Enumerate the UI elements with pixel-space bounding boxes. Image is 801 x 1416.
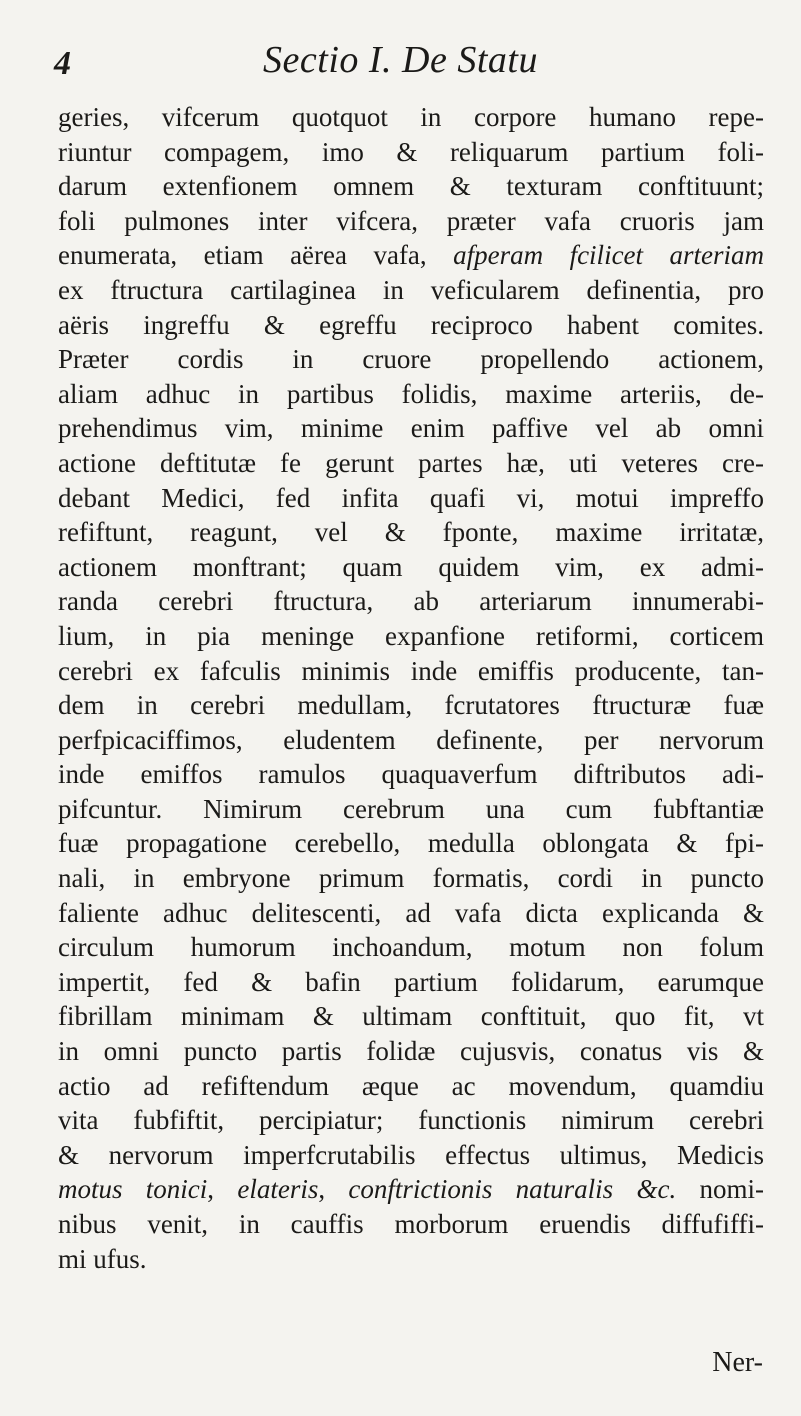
text-segment: darum extenfionem omnem & texturam conftituunt; — [58, 171, 764, 202]
text-segment: fuæ propagatione cerebello, medulla oblongata & fpi- — [58, 828, 764, 859]
text-segment: riuntur compagem, imo & reliquarum partium foli- — [58, 136, 764, 167]
text-line — [58, 1172, 764, 1207]
text-segment: foli pulmones inter vifcera, præter vafa cruoris jam — [58, 205, 764, 236]
text-segment: , — [318, 1174, 349, 1205]
body-text — [58, 100, 764, 1276]
text-segment: prehendimus vim, minime enim paffive vel ab omni — [58, 413, 764, 444]
running-head: Sectio I. De Statu — [263, 39, 538, 81]
text-line — [58, 273, 764, 308]
italic-text: afperam fcilicet arteriam — [453, 240, 764, 271]
text-line — [58, 1069, 764, 1104]
text-segment: actionem monftrant; quam quidem vim, ex admi- — [58, 551, 764, 582]
text-line — [58, 792, 764, 827]
italic-text: conftrictionis naturalis &c. — [348, 1174, 677, 1205]
text-segment: inde emiffos ramulos quaquaverfum diftributos adi- — [58, 759, 764, 790]
text-segment: perfpicaciffimos, eludentem definente, per nervorum — [58, 724, 764, 755]
text-segment: impertit, fed & bafin partium folidarum, earumque — [58, 966, 764, 997]
text-line — [58, 723, 764, 758]
text-segment: actione deftitutæ fe gerunt partes hæ, uti veteres cre- — [58, 447, 764, 478]
text-line — [58, 411, 764, 446]
text-segment: lium, in pia meninge expanfione retiformi, corticem — [58, 620, 764, 651]
text-line — [58, 1103, 764, 1138]
text-segment: circulum humorum inchoandum, motum non folum — [58, 932, 764, 963]
text-segment: geries, vifcerum quotquot in corpore humano repe- — [58, 102, 764, 132]
text-line — [58, 481, 764, 516]
text-line — [58, 446, 764, 481]
text-line — [58, 238, 764, 273]
catchword: Ner- — [712, 1347, 763, 1378]
text-segment: aëris ingreffu & egreffu reciproco habent comites. — [58, 309, 764, 340]
text-line — [58, 654, 764, 689]
text-line — [58, 861, 764, 896]
text-segment: aliam adhuc in partibus folidis, maxime arteriis, de- — [58, 378, 764, 409]
page-number: 4 — [54, 45, 71, 82]
text-segment: vita fubfiftit, percipiatur; functionis nimirum cerebri — [58, 1105, 764, 1136]
text-segment: in omni puncto partis folidæ cujusvis, conatus vis & — [58, 1036, 764, 1067]
text-line — [58, 757, 764, 792]
page-header — [0, 38, 801, 88]
text-segment: nali, in embryone primum formatis, cordi in puncto — [58, 863, 764, 894]
text-line — [58, 619, 764, 654]
text-segment: & nervorum imperfcrutabilis effectus ultimus, Medicis — [58, 1139, 764, 1170]
italic-text: elateris — [237, 1174, 319, 1205]
text-segment: randa cerebri ftructura, ab arteriarum innumerabi- — [58, 586, 764, 617]
text-segment: refiftunt, reagunt, vel & fponte, maxime irritatæ, — [58, 517, 764, 548]
text-line — [58, 999, 764, 1034]
text-line — [58, 688, 764, 723]
text-line — [58, 342, 764, 377]
text-line — [58, 550, 764, 585]
text-line — [58, 930, 764, 965]
text-segment: fibrillam minimam & ultimam conftituit, quo fit, vt — [58, 1001, 764, 1032]
text-segment: pifcuntur. Nimirum cerebrum una cum fubftantiæ — [58, 793, 764, 824]
text-segment: Præter cordis in cruore propellendo actionem, — [58, 344, 764, 375]
text-line — [58, 515, 764, 550]
text-segment: enumerata, etiam aërea vafa, — [58, 240, 454, 271]
text-line — [58, 584, 764, 619]
text-line — [58, 1207, 764, 1242]
text-segment: nomi- — [676, 1174, 764, 1205]
text-line — [58, 308, 764, 343]
text-segment: actio ad refiftendum æque ac movendum, quamdiu — [58, 1070, 764, 1101]
text-segment: dem in cerebri medullam, fcrutatores ftructuræ fuæ — [58, 690, 764, 721]
text-segment: faliente adhuc delitescenti, ad vafa dicta explicanda & — [58, 897, 764, 928]
text-line — [58, 135, 764, 170]
text-line — [58, 1242, 764, 1277]
text-line — [58, 100, 764, 135]
text-segment: nibus venit, in cauffis morborum eruendis diffufiffi- — [58, 1209, 764, 1239]
text-line — [58, 1034, 764, 1069]
text-line — [58, 965, 764, 1000]
text-line — [58, 204, 764, 239]
text-line — [58, 1138, 764, 1173]
text-line — [58, 377, 764, 412]
text-segment: , — [207, 1174, 238, 1205]
text-segment: cerebri ex fafculis minimis inde emiffis producente, tan- — [58, 655, 764, 686]
text-line — [58, 896, 764, 931]
text-segment: debant Medici, fed infita quafi vi, motui impreffo — [58, 482, 764, 513]
text-segment: mi ufus. — [58, 1243, 147, 1274]
text-line — [58, 169, 764, 204]
text-segment: ex ftructura cartilaginea in veficularem definentia, pro — [58, 274, 764, 305]
italic-text: motus tonici — [58, 1174, 208, 1205]
text-line — [58, 826, 764, 861]
